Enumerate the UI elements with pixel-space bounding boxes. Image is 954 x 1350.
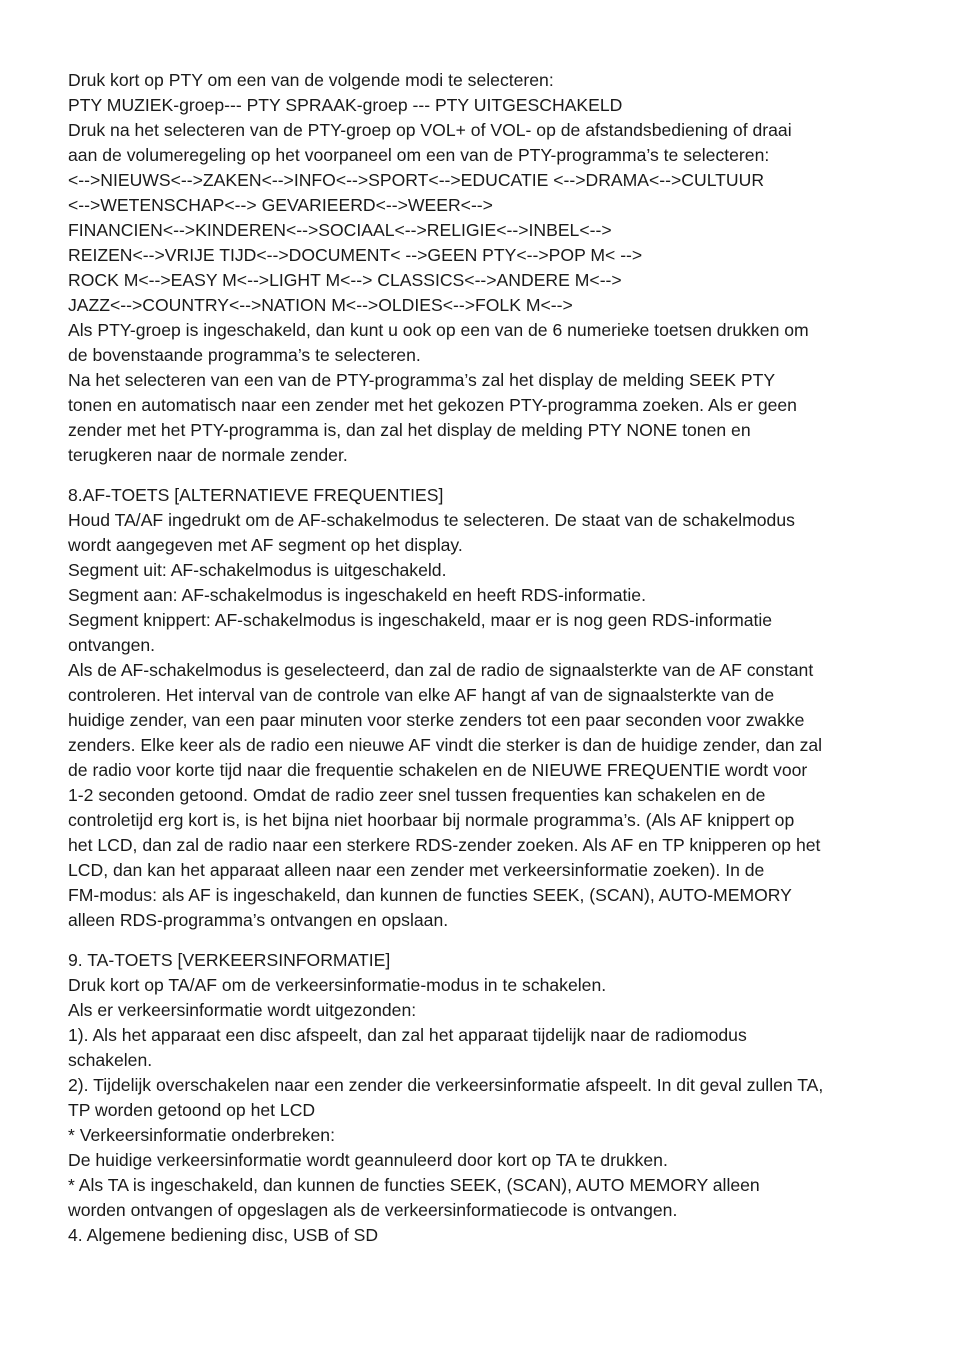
text-line: het LCD, dan zal de radio naar een sterkere RDS-zender zoeken. Als AF en TP knipperen op het xyxy=(68,835,821,855)
text-line: LCD, dan kan het apparaat alleen naar een zender met verkeersinformatie zoeken). In de xyxy=(68,860,765,880)
text-line: De huidige verkeersinformatie wordt geannuleerd door kort op TA te drukken. xyxy=(68,1150,668,1170)
text-line: Segment knippert: AF-schakelmodus is ingeschakeld, maar er is nog geen RDS-informatie xyxy=(68,610,773,630)
text-line: ontvangen. xyxy=(68,635,156,655)
text-line: alleen RDS-programma’s ontvangen en opslaan. xyxy=(68,910,449,930)
text-line: schakelen. xyxy=(68,1050,153,1070)
text-line: 1). Als het apparaat een disc afspeelt, dan zal het apparaat tijdelijk naar de radiomodus xyxy=(68,1025,747,1045)
text-line: worden ontvangen of opgeslagen als de verkeersinformatiecode is ontvangen. xyxy=(68,1200,678,1220)
text-line: 9. TA-TOETS [VERKEERSINFORMATIE] xyxy=(68,950,391,970)
text-line: Na het selecteren van een van de PTY-programma’s zal het display de melding SEEK PTY xyxy=(68,370,776,390)
text-line: zender met het PTY-programma is, dan zal het display de melding PTY NONE tonen en xyxy=(68,420,751,440)
text-line: * Verkeersinformatie onderbreken: xyxy=(68,1125,335,1145)
text-line: ROCK M<-->EASY M<-->LIGHT M<--> CLASSICS<-->ANDERE M<--> xyxy=(68,270,622,290)
text-line: huidige zender, van een paar minuten voor sterke zenders tot een paar seconden voor zwakke xyxy=(68,710,805,730)
text-line: wordt aangegeven met AF segment op het display. xyxy=(68,535,463,555)
text-line: de radio voor korte tijd naar die frequentie schakelen en de NIEUWE FREQUENTIE wordt voor xyxy=(68,760,808,780)
text-line: terugkeren naar de normale zender. xyxy=(68,445,348,465)
text-line: zenders. Elke keer als de radio een nieuwe AF vindt die sterker is dan de huidige zender, dan zal xyxy=(68,735,823,755)
text-line: Segment uit: AF-schakelmodus is uitgeschakeld. xyxy=(68,560,447,580)
text-line: 8.AF-TOETS [ALTERNATIEVE FREQUENTIES] xyxy=(68,485,444,505)
paragraph-gap xyxy=(68,468,898,483)
text-line: FM-modus: als AF is ingeschakeld, dan kunnen de functies SEEK, (SCAN), AUTO-MEMORY xyxy=(68,885,792,905)
text-line: <-->NIEUWS<-->ZAKEN<-->INFO<-->SPORT<-->EDUCATIE <-->DRAMA<-->CULTUUR xyxy=(68,170,765,190)
text-line: TP worden getoond op het LCD xyxy=(68,1100,316,1120)
text-line: controleren. Het interval van de controle van elke AF hangt af van de signaalsterkte van de xyxy=(68,685,775,705)
text-line: 2). Tijdelijk overschakelen naar een zender die verkeersinformatie afspeelt. In dit geval zullen TA, xyxy=(68,1075,824,1095)
text-line: REIZEN<-->VRIJE TIJD<-->DOCUMENT< -->GEEN PTY<-->POP M< --> xyxy=(68,245,643,265)
section-2 xyxy=(68,483,898,933)
section-1 xyxy=(68,68,898,468)
text-line: de bovenstaande programma’s te selecteren. xyxy=(68,345,421,365)
text-line: aan de volumeregeling op het voorpaneel om een van de PTY-programma’s te selecteren: xyxy=(68,145,770,165)
text-line: 4. Algemene bediening disc, USB of SD xyxy=(68,1225,379,1245)
text-line: * Als TA is ingeschakeld, dan kunnen de functies SEEK, (SCAN), AUTO MEMORY alleen xyxy=(68,1175,760,1195)
text-line: 1-2 seconden getoond. Omdat de radio zeer snel tussen frequenties kan schakelen en de xyxy=(68,785,766,805)
text-line: Als de AF-schakelmodus is geselecteerd, dan zal de radio de signaalsterkte van de AF constant xyxy=(68,660,814,680)
text-line: Segment aan: AF-schakelmodus is ingeschakeld en heeft RDS-informatie. xyxy=(68,585,646,605)
document-page xyxy=(68,68,898,1248)
text-line: tonen en automatisch naar een zender met het gekozen PTY-programma zoeken. Als er geen xyxy=(68,395,797,415)
text-line: Houd TA/AF ingedrukt om de AF-schakelmodus te selecteren. De staat van de schakelmodus xyxy=(68,510,795,530)
text-line: Druk kort op TA/AF om de verkeersinformatie-modus in te schakelen. xyxy=(68,975,607,995)
text-line: FINANCIEN<-->KINDEREN<-->SOCIAAL<-->RELIGIE<-->INBEL<--> xyxy=(68,220,612,240)
section-3 xyxy=(68,948,898,1248)
document-body xyxy=(68,68,898,1248)
text-line: Als PTY-groep is ingeschakeld, dan kunt u ook op een van de 6 numerieke toetsen drukken om xyxy=(68,320,809,340)
paragraph-gap xyxy=(68,933,898,948)
text-line: controletijd erg kort is, is het bijna niet hoorbaar bij normale programma’s. (Als AF knippert op xyxy=(68,810,795,830)
text-line: Druk na het selecteren van de PTY-groep op VOL+ of VOL- op de afstandsbediening of draai xyxy=(68,120,792,140)
text-line: <-->WETENSCHAP<--> GEVARIEERD<-->WEER<--> xyxy=(68,195,493,215)
text-line: Druk kort op PTY om een van de volgende modi te selecteren: xyxy=(68,70,554,90)
text-line: JAZZ<-->COUNTRY<-->NATION M<-->OLDIES<-->FOLK M<--> xyxy=(68,295,573,315)
text-line: PTY MUZIEK-groep--- PTY SPRAAK-groep --- PTY UITGESCHAKELD xyxy=(68,95,623,115)
text-line: Als er verkeersinformatie wordt uitgezonden: xyxy=(68,1000,417,1020)
